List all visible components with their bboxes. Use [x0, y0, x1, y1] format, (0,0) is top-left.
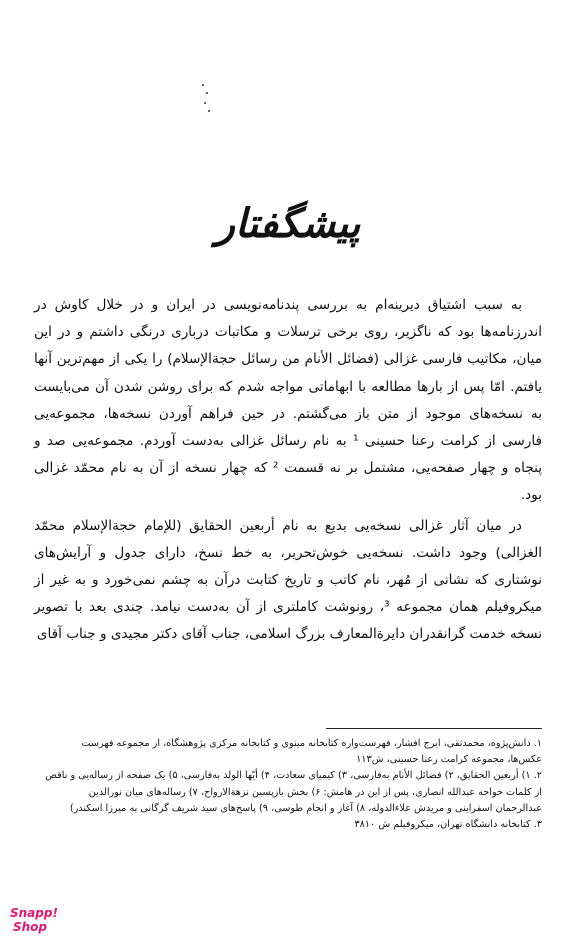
footnote-line: ۳. کتابخانه دانشگاه تهران، میکروفیلم ش ۳۸۱۰: [354, 819, 542, 831]
logo-line: Shop: [12, 920, 48, 934]
footnote-divider: [326, 728, 542, 729]
footnote-line: ۱. دانش‌پژوه، محمدتقی، ایرج افشار، فهرست‌واره کتابخانه مینوی و کتابخانه مرکزی پژوهشگاه، از مجموعه فهرست: [81, 738, 542, 749]
footnote-line: عبدالرحمان اسفراینی و مریدش علاءالدوله، ۸) آغاز و انجام طوسی، ۹) پاسخ‌های سید شریف گرگانی به میرزا اسکندر): [69, 802, 542, 814]
footnote-line: ۲. ۱) أربعین الحقایق، ۲) فضائل الأنام به‌فارسی، ۳) کیمیای سعادت، ۴) أیّها الولد به‌فارسی، ۵) یک صفحه از رساله‌یی و ناقص: [45, 770, 542, 782]
footnote-line: از کلمات خواجه عبدالله انصاری، پس از این در هامش: ۶) بخش بازپسین نزهة‌الارواح، ۷) رساله‌های میان نورالدین: [88, 786, 542, 798]
paragraph: در میان آثار غزالی نسخه‌یی بدیع به نام أربعین الحقایق (للإمام حجة‌الإسلام محمّد الغزالی) وجود داشت. نسخه‌یی خوش‌تحریر، به خط نسخ، دارای جدول و آرایش‌های نوشتاری که نشانی از مُهر، نام کاتب و تاریخ کتابت درآن به چشم نمی‌خورد و به غیر از میکروفیلم همان مجموعه ³، رونوشت کاملتری از آن به‌دست نیامد. چندی بعد با تصویر نسخه خدمت گرانقدران دایرةالمعارف بزرگ اسلامی، جناب آقای دکتر مجیدی و جناب آقای: [34, 517, 542, 643]
ink-specks: [196, 82, 226, 122]
footnote-line: عکس‌ها، مجموعه کرامت رعنا حسینی، ش۱۱۳: [356, 754, 542, 766]
page-title: پیشگفتار: [215, 200, 361, 247]
watermark-logo: [10, 906, 58, 934]
footnotes: [34, 736, 542, 833]
paragraph: به سبب اشتیاق دیرینه‌ام به بررسی پندنامه‌نویسی در ایران و در خلال کاوش در اندرزنامه‌ها بود که ناگزیر، روی برخی ترسلات و مکاتبات درباری درنگی داشتم و در این میان، مکاتیب فارسی غزالی (فضائل الأنام من رسائل حجة‌الإسلام) را یکی از مهم‌ترین آنها یافتم. امّا پس از بارها مطالعه با ابهاماتی مواجه شدم که برای روشن شدن آن می‌بایست به نسخه‌های موجود از متن باز می‌گشتم. در حین فراهم آوردن نسخه‌ها، مجموعه‌یی فارسی از کرامت رعنا حسینی ¹ به نام رسائل غزالی به‌دست آوردم. مجموعه‌یی صد و پنجاه و چهار صفحه‌یی، مشتمل بر نه قسمت ² که چهار نسخه از آن به نام محمّد غزالی بود.: [34, 297, 543, 504]
body-text: [34, 292, 542, 649]
logo-line: Snapp!: [10, 906, 58, 920]
